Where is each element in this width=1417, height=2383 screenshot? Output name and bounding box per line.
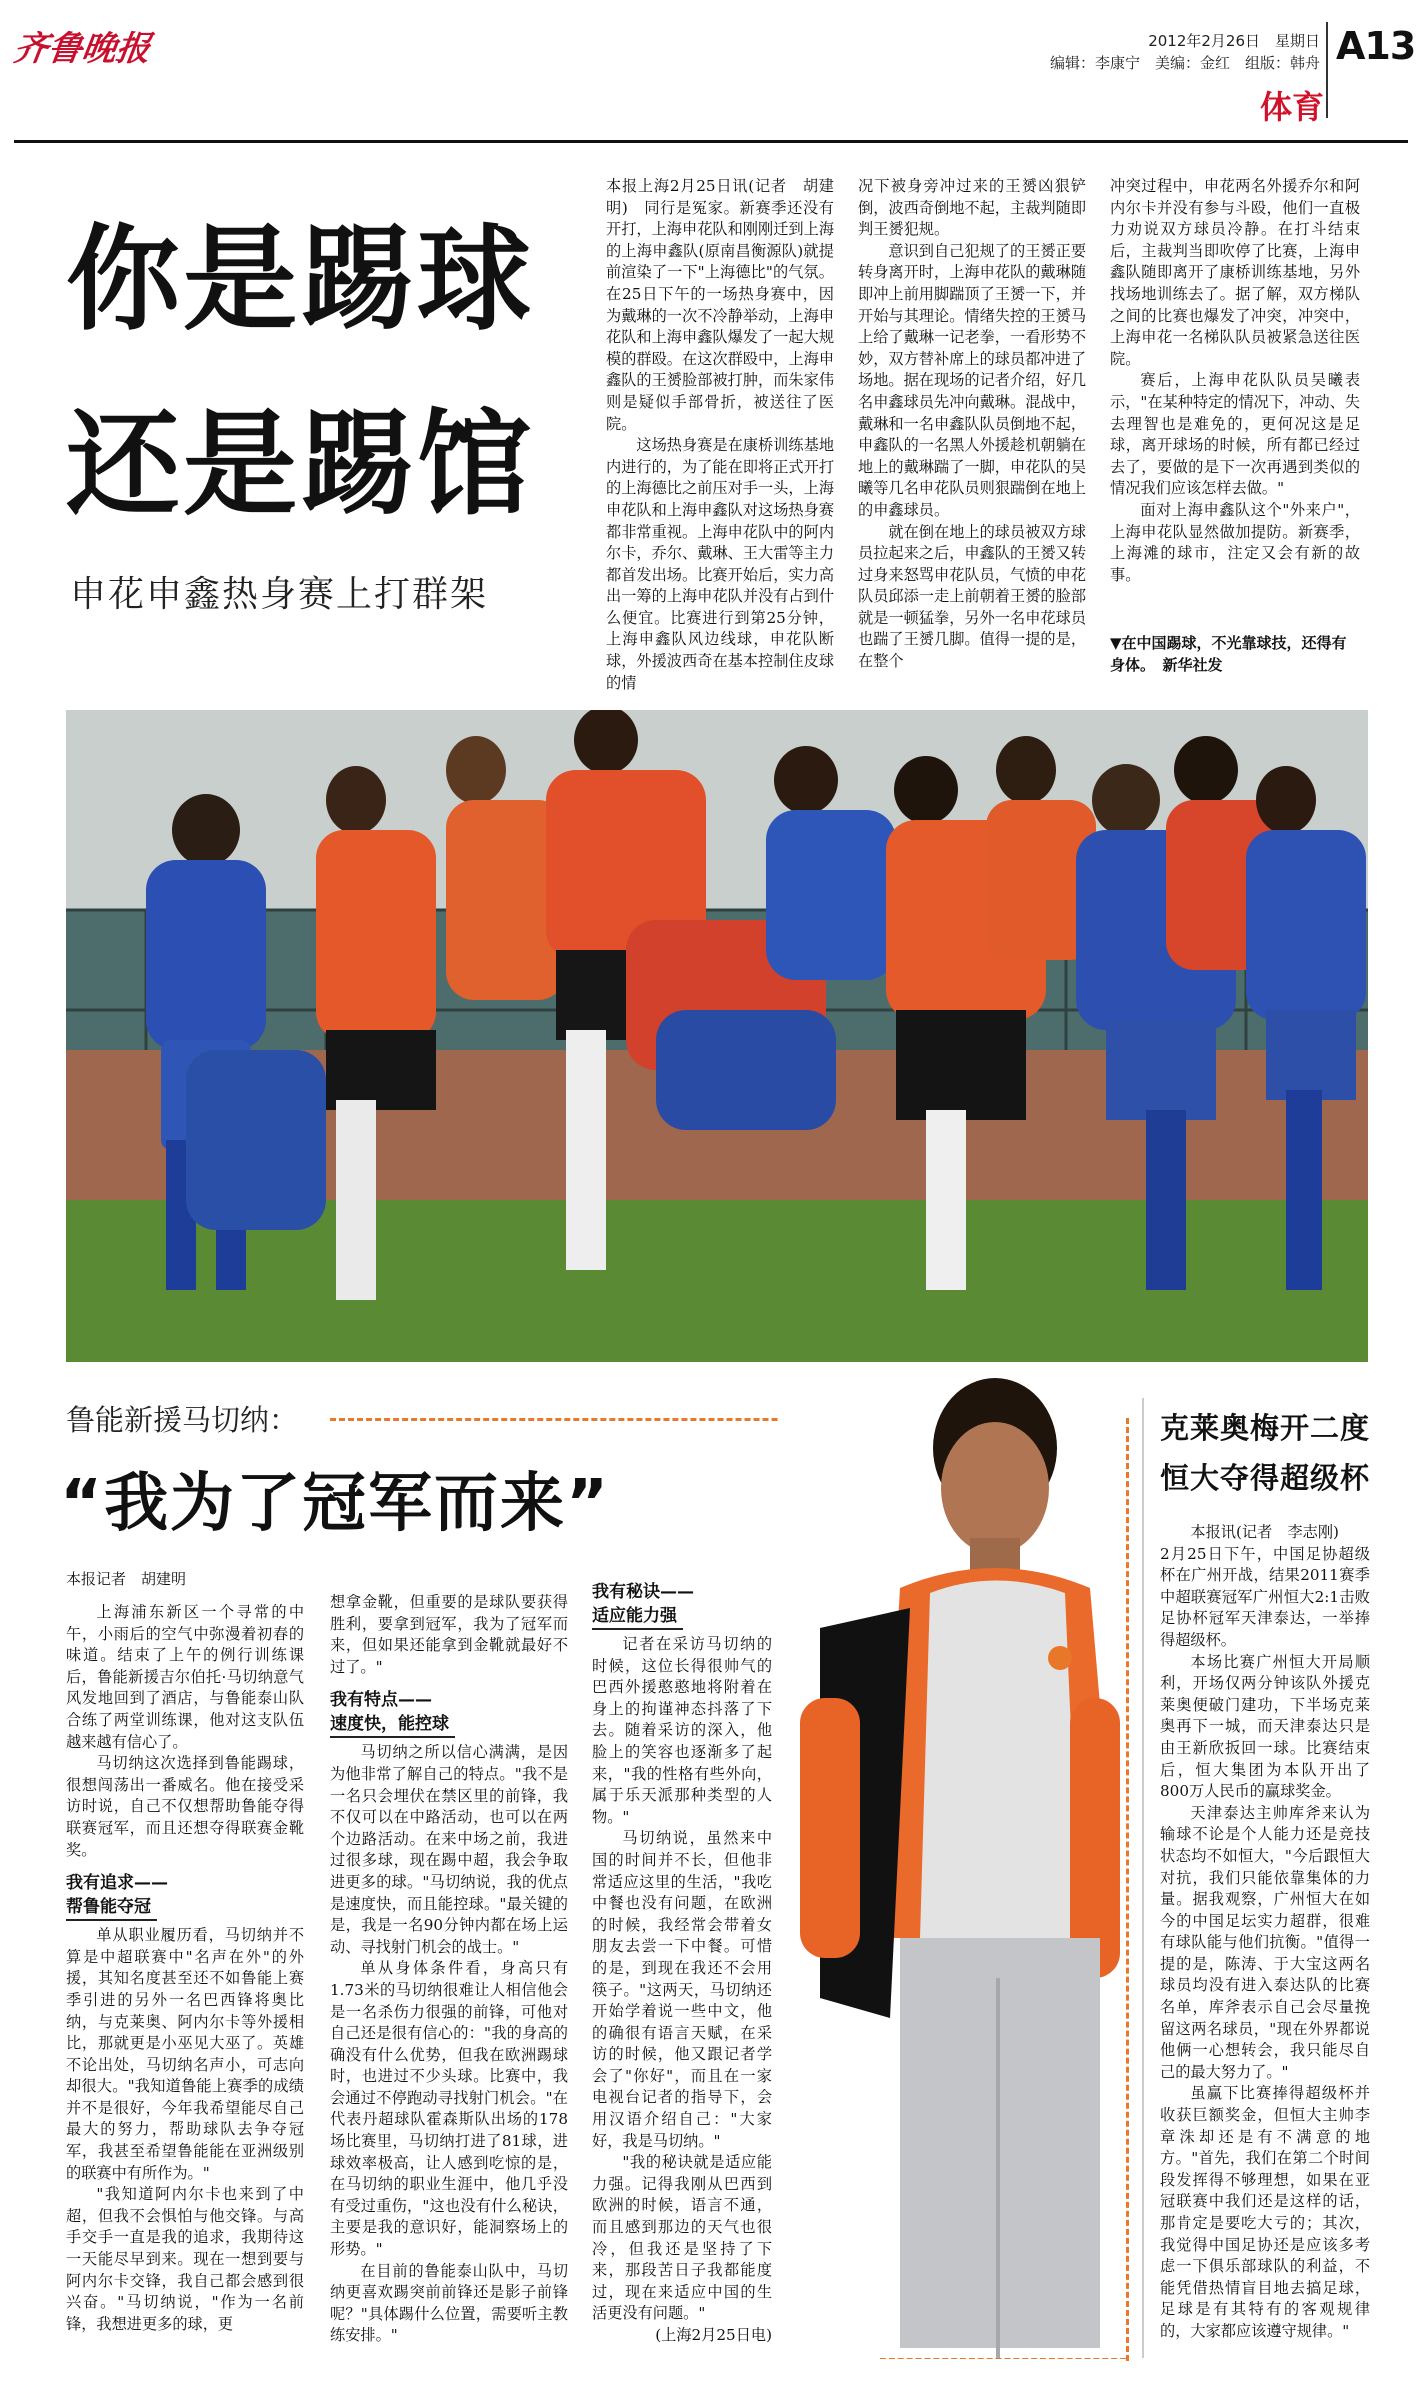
story1-col3-para: 冲突过程中，申花两名外援乔尔和阿内尔卡并没有参与斗殴，他们一直极力劝说双方球员冷静。在打斗结束后，主裁判当即吹停了比赛，上海申鑫队随即离开了康桥训练基地，另外找场地训练去了。据了解，双方梯队之间的比赛也爆发了冲突，冲突中，上海申花一名梯队队员被紧急送往医院。 <box>1110 177 1360 368</box>
story3-para: 本场比赛广州恒大开局顺利，开场仅两分钟该队外援克莱奥便破门建功，下半场克莱奥再下一城，而天津泰达只是由王新欣扳回一球。比赛结束后，恒大集团为本队开出了800万人民币的赢球奖金。 <box>1160 1652 1370 1801</box>
story2-para: 在目前的鲁能泰山队中，马切纳更喜欢踢突前前锋还是影子前锋呢？"具体踢什么位置，需要听主教练安排。" <box>330 2261 568 2345</box>
story2-subhead: 我有追求—— <box>66 1873 168 1894</box>
story3-para: 天津泰达主帅库斧来认为输球不论是个人能力还是竞技状态均不如恒大，"今后跟恒大对抗，我们只能依靠集体的力量。据我观察，广州恒大在如今的中国足坛实力超群，很难有球队能与他们抗衡。"值得一提的是，陈涛、于大宝这两名球员均没有进入泰达队的比赛名单，库斧表示自己会尽量挽留这两名球员，"现在外界都说他俩一心想转会，我只能尽自己的最大努力了。" <box>1160 1803 1370 2081</box>
story2-subhead-title: 速度快，能控球 <box>330 1712 455 1738</box>
story1-col3-para: 面对上海申鑫队这个"外来户"，上海申花队显然做加提防。新赛季，上海滩的球市，注定又会有新的故事。 <box>1110 500 1360 584</box>
issue-date: 2012年2月26日 星期日 <box>1148 32 1320 50</box>
story2-para: "我知道阿内尔卡也来到了中超，但我不会惧怕与他交锋。与高手交手一直是我的追求，我期待这一天能尽早到来。现在一想到要与阿内尔卡交锋，我自己都会感到很兴奋。"马切纳说，"作为一名前锋，我想进更多的球，更 <box>66 2185 304 2333</box>
story2-para: 记者在采访马切纳的时候，这位长得很帅气的巴西外援憨憨地将附着在身上的拘谨神态抖落了下去。随着采访的深入，他脸上的笑容也逐渐多了起来，"我的性格有些外向，属于乐天派那种类型的人物。" <box>592 1635 772 1826</box>
story3-para: 虽赢下比赛捧得超级杯并收获巨额奖金，但恒大主帅李章洙却还是有不满意的地方。"首先，我们在第二个时间段发挥得不够理想，如果在亚冠联赛中我们还是这样的话，那肯定是要吃大亏的；其次，我觉得中国足协还是应该多考虑一下俱乐部球队的利益，不能凭借热情盲目地去搞足球，足球是有其特有的客观规律的，大家都应该遵守规律。" <box>1160 2084 1370 2340</box>
story1-col2-para: 况下被身旁冲过来的王赟凶狠铲倒，波西奇倒地不起，主裁判随即判王赟犯规。 <box>858 177 1086 239</box>
story1-column-1 <box>606 176 834 694</box>
story2-para: 单从身体条件看，身高只有1.73米的马切纳很难让人相信他会是一名杀伤力很强的前锋，可他对自己还是很有信心的："我的身高的确没有什么优势，但我在欧洲踢球时，也进过不少头球。比赛中，我会通过不停跑动寻找射门机会。"在代表丹超球队霍森斯队出场的178场比赛里，马切纳打进了81球，进球效率极高，让人感到吃惊的是，在马切纳的职业生涯中，他几乎没有受过重伤，"这也没有什么秘诀，主要是我的意识好，能洞察场上的形势。" <box>330 1959 568 2259</box>
story2-subhead-title: 适应能力强 <box>592 1604 683 1630</box>
story2-para: 马切纳说，虽然来中国的时间并不长，但他非常适应这里的生活，"我吃中餐也没有问题，在欧洲的时候，我经常会带着女朋友去尝一下中餐。可惜的是，到现在我还不会用筷子。"这两天，马切纳还开始学着说一些中文，他的确很有语言天赋，在采访的时候，他又跟记者学会了"你好"，而且在一家电视台记者的指导下，会用汉语介绍自己："大家好，我是马切纳。" <box>592 1829 772 2150</box>
story3-para: 2月25日下午，中国足协超级杯在广州开战，结果2011赛季中超联赛冠军广州恒大2:1击败足协杯冠军天津泰达，一举捧得超级杯。 <box>1160 1544 1370 1649</box>
brawl-photo-illustration <box>66 710 1368 1362</box>
story2-column-1 <box>66 1602 304 2335</box>
story2-subhead: 我有秘诀—— <box>592 1582 694 1602</box>
section-label: 体育 <box>1259 88 1324 126</box>
story1-headline-line2: 还是踢馆 <box>66 398 535 531</box>
header-divider <box>1326 22 1328 118</box>
story2-para: 上海浦东新区一个寻常的中午，小雨后的空气中弥漫着初春的味道。结束了上午的例行训练课后，鲁能新援吉尔伯托·马切纳意气风发地回到了酒店，与鲁能泰山队合练了两堂训练课，他对这支队伍越来越有信心了。 <box>66 1603 304 1751</box>
newspaper-logo: 齐鲁晚报 <box>11 29 153 69</box>
photo-caption: ▼在中国踢球，不光靠球技，还得有身体。 新华社发 <box>1110 634 1347 674</box>
player-portrait <box>780 1378 1126 2358</box>
story1-headline-line1: 你是踢球 <box>66 213 535 346</box>
story2-para: "我的秘诀就是适应能力强。记得我刚从巴西到欧洲的时候，语言不通，而且感到那边的天气也很冷，但我还是坚持了下来，那段苦日子我都能度过，现在来适应中国的生活更没有问题。" <box>592 2153 772 2323</box>
story2-dateline: (上海2月25日电) <box>655 2326 772 2344</box>
story2-headline: “我为了冠军而来” <box>60 1467 611 1541</box>
story2-column-2 <box>330 1592 568 2347</box>
story1-col1-para: 这场热身赛是在康桥训练基地内进行的，为了能在即将正式开打的上海德比之前压对手一头，上海申花队和上海申鑫队对这场热身赛都非常重视。上海申花队中的阿内尔卡，乔尔、戴琳、王大雷等主力都首发出场。比赛开始后，实力高出一筹的上海申花队并没有占到什么便宜。比赛进行到第25分钟，上海申鑫队风边线球，申花队断球，外援波西奇在基本控制住皮球的情 <box>606 436 834 692</box>
editor-credits: 编辑：李康宁 美编：金红 组版：韩舟 <box>1049 54 1320 72</box>
story1-col2-para: 就在倒在地上的球员被双方球员拉起来之后，申鑫队的王赟又转过身来怒骂申花队员，气愤的申花队员邱添一走上前朝着王赟的脸部就是一顿猛拳，另外一名申花球员也踹了王赟几脚。值得一提的是，在整个 <box>858 522 1086 671</box>
story3-headline-line2: 恒大夺得超级杯 <box>1160 1461 1371 1495</box>
story2-para: 马切纳之所以信心满满，是因为他非常了解自己的特点。"我不是一名只会埋伏在禁区里的前锋，我不仅可以在中路活动，也可以在两个边路活动。在来中场之前，我进过很多球，现在踢中超，我会争取进更多的球。"马切纳说，我的优点是速度快，而且能控球。"最关键的是，我是一名90分钟内都在场上运动、寻找射门机会的战士。" <box>330 1743 568 1956</box>
story2-subhead: 我有特点—— <box>330 1690 432 1711</box>
story1-col2-para: 意识到自己犯规了的王赟正要转身离开时，上海申花队的戴琳随即冲上前用脚踹顶了王赟一下，并开始与其理论。情绪失控的王赟马上给了戴琳一记老拳，一看形势不妙，双方替补席上的球员都冲进了场地。据在现场的记者介绍，好几名申鑫球员先冲向戴琳。混战中，戴琳和一名申鑫队队员倒地不起，申鑫队的一名黑人外援趁机朝躺在地上的戴琳踹了一脚，申花队的吴曦等几名申花队员则狠踹倒在地上的申鑫球员。 <box>858 241 1086 519</box>
masthead-rule <box>14 140 1408 143</box>
story1-col3-para: 赛后，上海申花队队员吴曦表示，"在某种特定的情况下，冲动、失去理智也是难免的，更何况这是足球，离开球场的时候，所有都已经过去了，要做的是下一次再遇到类似的情况我们应该怎样去做。" <box>1110 371 1360 498</box>
story2-para: 马切纳这次选择到鲁能踢球，很想闯荡出一番威名。他在接受采访时说，自己不仅想帮助鲁能夺得联赛冠军，而且还想夺得联赛金靴奖。 <box>66 1754 304 1859</box>
story2-kicker: 鲁能新援马切纳： <box>66 1403 299 1437</box>
story3-byline: 本报讯(记者 李志刚) <box>1190 1523 1339 1541</box>
story2-byline: 本报记者 胡建明 <box>66 1570 187 1588</box>
story3-body <box>1160 1522 1370 2343</box>
story2-para: 单从职业履历看，马切纳并不算是中超联赛中"名声在外"的外援，其知名度甚至还不如鲁能上赛季引进的另外一名巴西锋将奥比纳，与克莱奥、阿内尔卡等外援相比，那就更是小巫见大巫了。英雄不论出处，马切纳名声小，可志向却很大。"我知道鲁能上赛季的成绩并不是很好，今年我希望能尽自己最大的努力，帮助球队去争夺冠军，我甚至希望鲁能能在亚洲级别的联赛中有所作为。" <box>66 1926 304 2182</box>
story2-para: 想拿金靴，但重要的是球队要获得胜利，要拿到冠军，我为了冠军而来，但如果还能拿到金靴就最好不过了。" <box>330 1593 568 1676</box>
player-portrait-illustration <box>780 1378 1126 2358</box>
story2-subhead-title: 帮鲁能夺冠 <box>66 1895 157 1921</box>
sidebar-rule <box>1142 1398 1144 2358</box>
story1-col1-para: 本报上海2月25日讯(记者 胡建明) 同行是冤家。新赛季还没有开打，上海申花队和刚刚迁到上海的上海申鑫队(原南昌衡源队)就提前渲染了一下"上海德比"的气氛。在25日下午的一场热身赛中，因为戴琳的一次不冷静举动，上海申花队和上海申鑫队爆发了一起大规模的群殴。在这次群殴中，上海申鑫队的王赟脸部被打肿，而朱家伟则是疑似手部骨折，被送往了医院。 <box>606 177 834 433</box>
story1-column-2 <box>858 176 1086 673</box>
page-number: A13 <box>1336 24 1416 68</box>
story1-subhead: 申花申鑫热身赛上打群架 <box>70 574 489 615</box>
brawl-photo <box>66 710 1368 1362</box>
story1-column-3 <box>1110 176 1360 586</box>
story3-headline-line1: 克莱奥梅开二度 <box>1160 1411 1371 1445</box>
